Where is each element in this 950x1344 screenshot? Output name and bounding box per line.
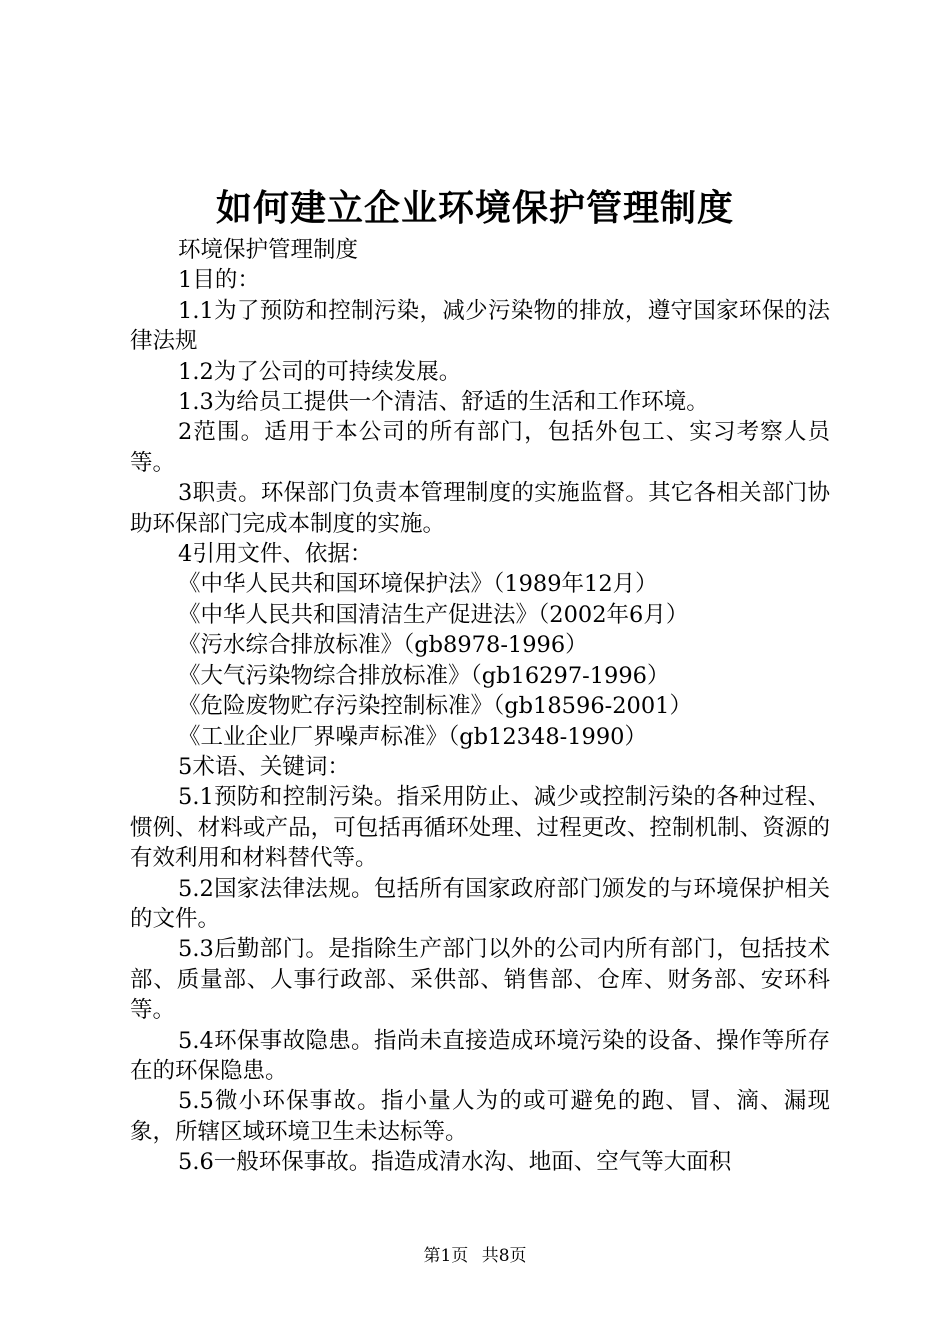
- citation-item: 《中华人民共和国环境保护法》（1989年12月）: [178, 571, 658, 598]
- paragraph-5-6: 5.6一般环保事故。指造成清水沟、地面、空气等大面积: [178, 1149, 732, 1176]
- page-footer: [0, 1244, 950, 1268]
- paragraph-5-5: 5.5微小环保事故。指小量人为的或可避免的跑、冒、滴、漏现象，所辖区域环境卫生未达标等。: [130, 1088, 830, 1145]
- paragraph-5-1: 5.1预防和控制污染。指采用防止、减少或控制污染的各种过程、惯例、材料或产品，可包括再循环处理、过程更改、控制机制、资源的有效利用和材料替代等。: [130, 784, 830, 872]
- citation-item: 《中华人民共和国清洁生产促进法》（2002年6月）: [178, 601, 689, 628]
- citation-item: 《工业企业厂界噪声标准》（gb12348-1990）: [178, 723, 647, 750]
- paragraph-section-1: 1目的：: [178, 267, 260, 294]
- paragraph-section-4: 4引用文件、依据：: [178, 541, 373, 568]
- document-body: [130, 235, 830, 1178]
- citation-item: 《危险废物贮存污染控制标准》（gb18596-2001）: [178, 693, 692, 720]
- paragraph-1-2: 1.2为了公司的可持续发展。: [178, 358, 462, 385]
- paragraph-1-1: 1.1为了预防和控制污染，减少污染物的排放，遵守国家环保的法律法规: [130, 297, 830, 355]
- paragraph-section-3: 3职责。环保部门负责本管理制度的实施监督。其它各相关部门协助环保部门完成本制度的实施。: [130, 480, 830, 537]
- paragraph-1-3: 1.3为给员工提供一个清洁、舒适的生活和工作环境。: [178, 389, 709, 416]
- paragraph-heading: 环境保护管理制度: [178, 237, 359, 263]
- paragraph-section-5: 5术语、关键词：: [178, 753, 350, 780]
- paragraph-5-4: 5.4环保事故隐患。指尚未直接造成环境污染的设备、操作等所存在的环保隐患。: [130, 1027, 830, 1084]
- paragraph-5-2: 5.2国家法律法规。包括所有国家政府部门颁发的与环境保护相关的文件。: [130, 875, 830, 932]
- citation-item: 《污水综合排放标准》（gb8978-1996）: [178, 632, 588, 659]
- citation-item: 《大气污染物综合排放标准》（gb16297-1996）: [178, 662, 670, 689]
- page-total: 共8页: [481, 1246, 527, 1266]
- page-number: 第1页: [423, 1246, 469, 1266]
- paragraph-section-2: 2范围。适用于本公司的所有部门，包括外包工、实习考察人员等。: [130, 419, 830, 476]
- document-title: 如何建立企业环境保护管理制度: [215, 187, 734, 229]
- paragraph-5-3: 5.3后勤部门。是指除生产部门以外的公司内所有部门，包括技术部、质量部、人事行政部、采供部、销售部、仓库、财务部、安环科等。: [130, 936, 830, 1024]
